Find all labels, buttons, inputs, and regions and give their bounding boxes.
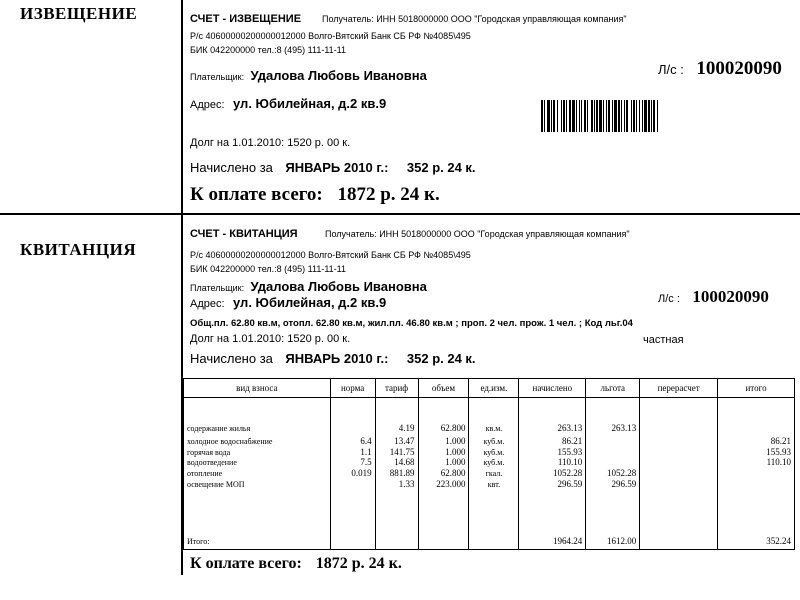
notice-recipient: Получатель: ИНН 5018000000 ООО "Городская управляющая компания"	[322, 14, 627, 24]
receipt-total-value: 1872 р. 24 к.	[315, 555, 402, 572]
cell-fee-type: освещение МОП	[184, 480, 331, 491]
cell-benefit: 263.13	[586, 398, 640, 438]
cell-recalc	[640, 437, 718, 448]
total-cell-tariff	[375, 536, 418, 549]
notice-total-value: 1872 р. 24 к.	[337, 184, 440, 205]
cell-unit: квт.	[469, 480, 519, 491]
spacer-cell	[640, 490, 718, 536]
total-cell-volume	[418, 536, 469, 549]
col-header-benefit: льгота	[586, 379, 640, 398]
cell-total	[718, 469, 795, 480]
notice-address	[190, 95, 386, 113]
receipt-address	[190, 294, 386, 312]
section-divider	[0, 213, 800, 215]
col-header-fee-type: вид взноса	[184, 379, 331, 398]
receipt-address-value: ул. Юбилейная, д.2 кв.9	[233, 295, 387, 310]
notice-account-line: Р/с 40600000200000012000 Волго-Вятский Банк СБ РФ №4085\495	[190, 31, 471, 41]
cell-volume: 223.000	[418, 480, 469, 491]
table-row	[184, 469, 795, 480]
receipt-ls	[658, 287, 769, 307]
cell-norm	[330, 398, 375, 438]
total-cell-recalc	[640, 536, 718, 549]
receipt-accrued-sum: 352 р. 24 к.	[406, 351, 476, 366]
notice-ls-label: Л/с :	[658, 62, 684, 77]
spacer-cell	[375, 490, 418, 536]
spacer-cell	[330, 490, 375, 536]
receipt-doc-title: СЧЕТ - КВИТАНЦИЯ	[190, 228, 298, 240]
cell-total: 86.21	[718, 437, 795, 448]
receipt-side-title: КВИТАНЦИЯ	[20, 240, 137, 259]
cell-recalc	[640, 469, 718, 480]
total-cell-fee-type: Итого:	[184, 536, 331, 549]
cell-recalc	[640, 448, 718, 459]
col-header-total: итого	[718, 379, 795, 398]
notice-address-value: ул. Юбилейная, д.2 кв.9	[233, 96, 387, 111]
spacer-cell	[469, 490, 519, 536]
cell-norm: 7.5	[330, 458, 375, 469]
cell-total: 155.93	[718, 448, 795, 459]
receipt-total-label: К оплате всего:	[190, 555, 302, 572]
cell-fee-type: водоотведение	[184, 458, 331, 469]
col-header-recalc: перерасчет	[640, 379, 718, 398]
cell-accrued: 1052.28	[519, 469, 586, 480]
cell-accrued: 86.21	[519, 437, 586, 448]
cell-accrued: 296.59	[519, 480, 586, 491]
notice-accrued-sum: 352 р. 24 к.	[406, 160, 476, 175]
notice-payer-label: Плательщик:	[190, 72, 245, 82]
notice-debt-line: Долг на 1.01.2010: 1520 р. 00 к.	[190, 137, 351, 149]
notice-total-label: К оплате всего:	[190, 184, 323, 205]
spacer-cell	[519, 490, 586, 536]
total-cell-total: 352.24	[718, 536, 795, 549]
cell-recalc	[640, 480, 718, 491]
notice-ls	[658, 58, 782, 80]
cell-unit: гкал.	[469, 469, 519, 480]
table-spacer-row	[184, 490, 795, 536]
receipt-debt-line: Долг на 1.01.2010: 1520 р. 00 к.	[190, 333, 351, 345]
table-row	[184, 398, 795, 438]
receipt-ls-value: 100020090	[692, 287, 769, 306]
receipt-accrued-label: Начислено за	[190, 351, 273, 366]
notice-accrued	[190, 159, 476, 177]
cell-norm: 1.1	[330, 448, 375, 459]
cell-total	[718, 398, 795, 438]
spacer-cell	[586, 490, 640, 536]
receipt-accrued-month: ЯНВАРЬ 2010 г.:	[285, 351, 389, 366]
col-header-accrued: начислено	[519, 379, 586, 398]
total-cell-norm	[330, 536, 375, 549]
col-header-unit: ед.изм.	[469, 379, 519, 398]
cell-tariff: 14.68	[375, 458, 418, 469]
notice-address-label: Адрес:	[190, 99, 225, 111]
cell-norm: 0.019	[330, 469, 375, 480]
cell-norm	[330, 480, 375, 491]
cell-accrued: 263.13	[519, 398, 586, 438]
cell-fee-type: отопление	[184, 469, 331, 480]
receipt-bik-line: БИК 042200000 тел.:8 (495) 111-11-11	[190, 264, 347, 274]
notice-bik-line: БИК 042200000 тел.:8 (495) 111-11-11	[190, 45, 347, 55]
cell-benefit	[586, 437, 640, 448]
receipt-total	[190, 555, 402, 573]
cell-accrued: 110.10	[519, 458, 586, 469]
cell-unit: куб.м.	[469, 458, 519, 469]
table-row	[184, 448, 795, 459]
cell-volume: 62.800	[418, 469, 469, 480]
notice-payer	[190, 67, 427, 85]
cell-tariff: 4.19	[375, 398, 418, 438]
receipt-address-label: Адрес:	[190, 298, 225, 310]
cell-total	[718, 480, 795, 491]
cell-volume: 1.000	[418, 458, 469, 469]
cell-unit: куб.м.	[469, 448, 519, 459]
cell-volume: 1.000	[418, 437, 469, 448]
table-row	[184, 437, 795, 448]
notice-total	[190, 184, 440, 206]
col-header-tariff: тариф	[375, 379, 418, 398]
cell-benefit: 1052.28	[586, 469, 640, 480]
cell-benefit	[586, 448, 640, 459]
col-header-volume: объем	[418, 379, 469, 398]
table-row	[184, 458, 795, 469]
cell-unit: кв.м.	[469, 398, 519, 438]
receipt-accrued	[190, 350, 476, 368]
notice-ls-value: 100020090	[696, 58, 782, 79]
total-cell-unit	[469, 536, 519, 549]
notice-accrued-month: ЯНВАРЬ 2010 г.:	[285, 160, 389, 175]
notice-left-border	[181, 0, 183, 215]
table-header-row	[184, 379, 795, 398]
barcode-bar	[658, 100, 659, 132]
total-cell-benefit: 1612.00	[586, 536, 640, 549]
cell-unit: куб.м.	[469, 437, 519, 448]
table-row	[184, 480, 795, 491]
receipt-payer-name: Удалова Любовь Ивановна	[250, 279, 427, 294]
spacer-cell	[418, 490, 469, 536]
barcode-image	[541, 100, 777, 132]
receipt-area-line: Общ.пл. 62.80 кв.м, отопл. 62.80 кв.м, жил.пл. 46.80 кв.м ; проп. 2 чел. прож. 1 чел. ; Код льг.04	[190, 318, 633, 329]
cell-norm: 6.4	[330, 437, 375, 448]
table-total-row	[184, 536, 795, 549]
cell-volume: 1.000	[418, 448, 469, 459]
cell-tariff: 13.47	[375, 437, 418, 448]
cell-fee-type: холодное водоснабжение	[184, 437, 331, 448]
notice-side-title: ИЗВЕЩЕНИЕ	[20, 4, 138, 23]
cell-accrued: 155.93	[519, 448, 586, 459]
receipt-recipient: Получатель: ИНН 5018000000 ООО "Городская управляющая компания"	[325, 229, 630, 239]
cell-recalc	[640, 458, 718, 469]
cell-fee-type: горячая вода	[184, 448, 331, 459]
receipt-account-line: Р/с 40600000200000012000 Волго-Вятский Банк СБ РФ №4085\495	[190, 250, 471, 260]
cell-tariff: 881.89	[375, 469, 418, 480]
total-cell-accrued: 1964.24	[519, 536, 586, 549]
cell-fee-type: содержание жилья	[184, 398, 331, 438]
notice-payer-name: Удалова Любовь Ивановна	[250, 68, 427, 83]
cell-volume: 62.800	[418, 398, 469, 438]
cell-tariff: 1.33	[375, 480, 418, 491]
receipt-ls-label: Л/с :	[658, 293, 680, 305]
spacer-cell	[718, 490, 795, 536]
cell-benefit: 296.59	[586, 480, 640, 491]
receipt-ownership: частная	[643, 334, 684, 346]
charges-table	[183, 378, 795, 550]
receipt-payer-label: Плательщик:	[190, 283, 245, 293]
cell-total: 110.10	[718, 458, 795, 469]
cell-recalc	[640, 398, 718, 438]
spacer-cell	[184, 490, 331, 536]
notice-accrued-label: Начислено за	[190, 160, 273, 175]
cell-tariff: 141.75	[375, 448, 418, 459]
col-header-norm: норма	[330, 379, 375, 398]
notice-doc-title: СЧЕТ - ИЗВЕЩЕНИЕ	[190, 13, 302, 25]
